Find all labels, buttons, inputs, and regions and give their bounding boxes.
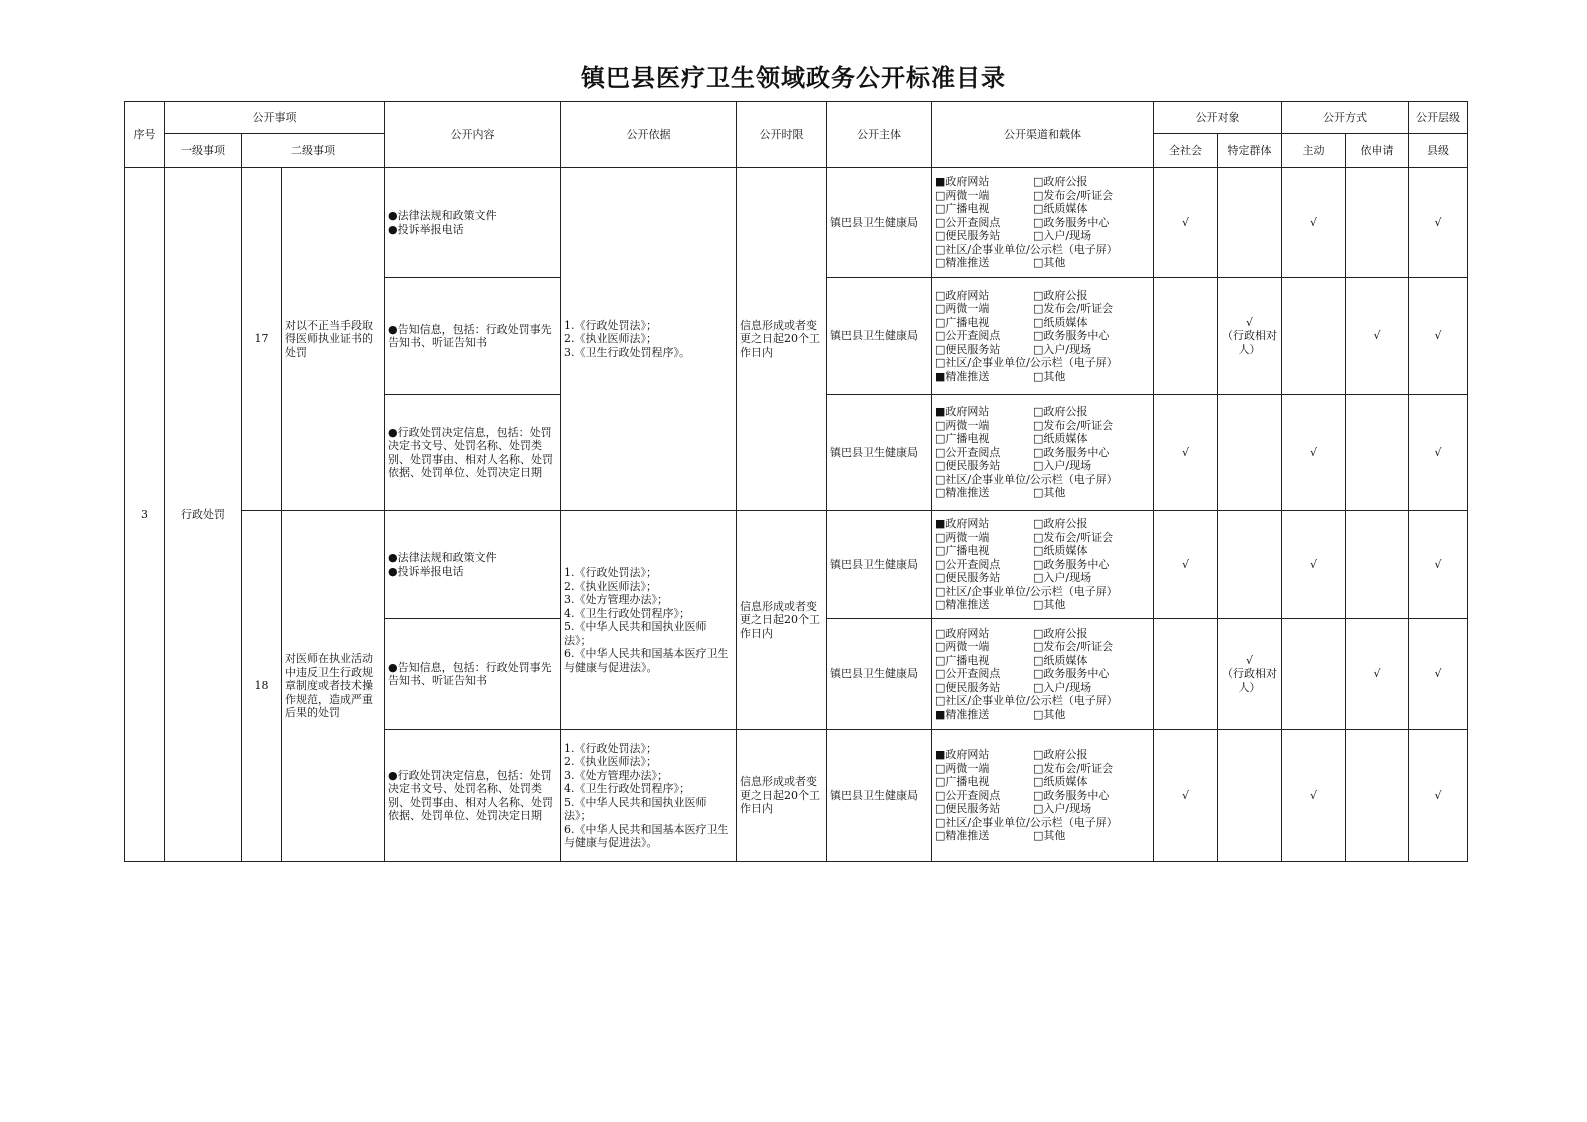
level1-cell: 行政处罚 [165,168,242,862]
channel-checkbox: □便民服务站 [935,459,1001,473]
channel-checkbox: □便民服务站 [935,571,1001,585]
specific-check: √ （行政相对人） [1218,278,1282,395]
channel-checkbox: □两微一端 [935,761,990,775]
active-check: √ [1282,168,1346,278]
channel-checkbox: □政务服务中心 [1033,667,1110,681]
channel-list [935,289,1150,384]
society-check: √ [1154,395,1218,511]
channel-cell [932,395,1154,511]
content-line: ●投诉举报电话 [388,564,464,578]
society-check: √ [1154,168,1218,278]
county-check: √ [1409,168,1468,278]
channel-checkbox: □广播电视 [935,653,990,667]
society-check: √ [1154,730,1218,862]
subject-cell: 镇巴县卫生健康局 [827,395,932,511]
content-cell [385,730,561,862]
county-check: √ [1409,730,1468,862]
table-row [125,168,1468,278]
time-cell: 信息形成或者变更之日起20个工作日内 [737,511,827,730]
header-apply: 依申请 [1346,134,1409,168]
society-check: √ [1154,511,1218,619]
county-check: √ [1409,278,1468,395]
society-check [1154,278,1218,395]
header-basis: 公开依据 [561,102,737,168]
channel-checkbox: □两微一端 [935,188,990,202]
content-line: ●行政处罚决定信息，包括：处罚决定书文号、处罚名称、处罚类别、处罚事由、相对人名称、处罚依据、处罚单位、处罚决定日期 [388,768,553,822]
channel-checkbox: □发布会/听证会 [1033,640,1114,654]
specific-check [1218,168,1282,278]
channel-checkbox: □政府公报 [1033,748,1088,762]
channel-checkbox: □政府公报 [1033,175,1088,189]
channel-checkbox: ■政府网站 [935,405,990,419]
table-row [125,511,1468,619]
table-body [125,168,1468,862]
content-cell [385,511,561,619]
header-seq: 序号 [125,102,165,168]
channel-checkbox: □公开查阅点 [935,788,1001,802]
active-check: √ [1282,730,1346,862]
county-check: √ [1409,619,1468,730]
page-title: 镇巴县医疗卫生领域政务公开标准目录 [581,63,1006,92]
level2-item: 对以不正当手段取得医师执业证书的处罚 [282,168,385,511]
channel-checkbox: □便民服务站 [935,342,1001,356]
channel-checkbox: □政务服务中心 [1033,329,1110,343]
header-items: 公开事项 [165,102,385,134]
channel-list [935,175,1150,270]
channel-checkbox: □社区/企事业单位/公示栏（电子屏） [935,694,1118,708]
channel-checkbox: □发布会/听证会 [1033,530,1114,544]
content-line: ●法律法规和政策文件 [388,209,497,222]
channel-checkbox: □发布会/听证会 [1033,761,1114,775]
channel-checkbox: □发布会/听证会 [1033,302,1114,316]
header-content: 公开内容 [385,102,561,168]
header-tier: 公开层级 [1409,102,1468,134]
channel-checkbox: □政务服务中心 [1033,557,1110,571]
active-check [1282,278,1346,395]
subject-cell: 镇巴县卫生健康局 [827,511,932,619]
header-level2: 二级事项 [242,134,385,168]
specific-check [1218,395,1282,511]
disclosure-table [124,101,1468,862]
content-line: ●投诉举报电话 [388,222,464,236]
header-subject: 公开主体 [827,102,932,168]
channel-checkbox: □纸质媒体 [1033,202,1088,216]
content-line: ●告知信息，包括：行政处罚事先告知书、听证告知书 [388,322,552,349]
time-cell: 信息形成或者变更之日起20个工作日内 [737,168,827,511]
channel-checkbox: □政务服务中心 [1033,215,1110,229]
specific-check [1218,730,1282,862]
channel-checkbox: □纸质媒体 [1033,544,1088,558]
apply-check: √ [1346,278,1409,395]
specific-check: √ （行政相对人） [1218,619,1282,730]
channel-checkbox: □广播电视 [935,202,990,216]
channel-checkbox: □入户/现场 [1033,571,1092,585]
channel-checkbox: ■政府网站 [935,517,990,531]
channel-checkbox: □广播电视 [935,315,990,329]
channel-checkbox: □入户/现场 [1033,229,1092,243]
header-target: 公开对象 [1154,102,1282,134]
subject-cell: 镇巴县卫生健康局 [827,730,932,862]
channel-checkbox: □纸质媒体 [1033,432,1088,446]
active-check: √ [1282,511,1346,619]
active-check [1282,619,1346,730]
channel-checkbox: □公开查阅点 [935,557,1001,571]
channel-checkbox: □社区/企事业单位/公示栏（电子屏） [935,472,1118,486]
channel-checkbox: □其他 [1033,486,1066,500]
channel-checkbox: □公开查阅点 [935,215,1001,229]
channel-list [935,517,1150,612]
channel-checkbox: □政务服务中心 [1033,445,1110,459]
channel-checkbox: □广播电视 [935,775,990,789]
header-method: 公开方式 [1282,102,1409,134]
channel-checkbox: □政府公报 [1033,288,1088,302]
apply-check [1346,168,1409,278]
channel-checkbox: □两微一端 [935,640,990,654]
society-check [1154,619,1218,730]
channel-checkbox: □其他 [1033,369,1066,383]
channel-checkbox: □公开查阅点 [935,667,1001,681]
channel-checkbox: □入户/现场 [1033,802,1092,816]
channel-checkbox: □其他 [1033,598,1066,612]
header-level1: 一级事项 [165,134,242,168]
channel-checkbox: □其他 [1033,707,1066,721]
active-check: √ [1282,395,1346,511]
apply-check [1346,730,1409,862]
basis-cell: 1.《行政处罚法》； 2.《执业医师法》； 3.《卫生行政处罚程序》。 [561,168,737,511]
channel-checkbox: □其他 [1033,829,1066,843]
apply-check [1346,511,1409,619]
content-cell [385,278,561,395]
header-society: 全社会 [1154,134,1218,168]
channel-checkbox: □便民服务站 [935,680,1001,694]
channel-checkbox: □社区/企事业单位/公示栏（电子屏） [935,242,1118,256]
channel-checkbox: □两微一端 [935,418,990,432]
subject-cell: 镇巴县卫生健康局 [827,168,932,278]
channel-checkbox: □两微一端 [935,302,990,316]
content-cell [385,168,561,278]
header-channel: 公开渠道和载体 [932,102,1154,168]
header-time: 公开时限 [737,102,827,168]
level2-item: 对医师在执业活动中违反卫生行政规章制度或者技术操作规范，造成严重后果的处罚 [282,511,385,862]
channel-cell [932,730,1154,862]
channel-checkbox: □政务服务中心 [1033,788,1110,802]
channel-checkbox: ■精准推送 [935,707,990,721]
item-number: 17 [242,168,282,511]
header-specific: 特定群体 [1218,134,1282,168]
channel-checkbox: □发布会/听证会 [1033,188,1114,202]
channel-checkbox: □精准推送 [935,486,990,500]
channel-cell [932,278,1154,395]
channel-checkbox: □其他 [1033,256,1066,270]
channel-checkbox: □社区/企事业单位/公示栏（电子屏） [935,356,1118,370]
channel-cell [932,511,1154,619]
channel-checkbox: □便民服务站 [935,229,1001,243]
channel-checkbox: □精准推送 [935,256,990,270]
content-line: ●行政处罚决定信息，包括：处罚决定书文号、处罚名称、处罚类别、处罚事由、相对人名称、处罚依据、处罚单位、处罚决定日期 [388,425,553,479]
seq-cell: 3 [125,168,165,862]
channel-list [935,627,1150,722]
county-check: √ [1409,395,1468,511]
channel-checkbox: □政府公报 [1033,626,1088,640]
channel-checkbox: □政府公报 [1033,405,1088,419]
channel-list [935,405,1150,500]
channel-cell [932,168,1154,278]
channel-checkbox: □公开查阅点 [935,329,1001,343]
apply-check: √ [1346,619,1409,730]
content-line: ●法律法规和政策文件 [388,551,497,564]
basis-cell: 1.《行政处罚法》； 2.《执业医师法》； 3.《处方管理办法》； 4.《卫生行政处罚程序》； 5.《中华人民共和国执业医师法》； 6.《中华人民共和国基本医疗卫生与健康与促进法》。 [561,511,737,730]
channel-checkbox: □精准推送 [935,598,990,612]
channel-checkbox: ■政府网站 [935,175,990,189]
channel-checkbox: □两微一端 [935,530,990,544]
channel-checkbox: □政府网站 [935,288,990,302]
channel-checkbox: □入户/现场 [1033,342,1092,356]
time-cell: 信息形成或者变更之日起20个工作日内 [737,730,827,862]
header-active: 主动 [1282,134,1346,168]
content-cell [385,619,561,730]
basis-cell: 1.《行政处罚法》； 2.《执业医师法》； 3.《处方管理办法》； 4.《卫生行政处罚程序》； 5.《中华人民共和国执业医师法》； 6.《中华人民共和国基本医疗卫生与健康与促进法》。 [561,730,737,862]
channel-checkbox: □纸质媒体 [1033,653,1088,667]
content-cell [385,395,561,511]
subject-cell: 镇巴县卫生健康局 [827,619,932,730]
channel-checkbox: □便民服务站 [935,802,1001,816]
header-county: 县级 [1409,134,1468,168]
channel-checkbox: □纸质媒体 [1033,315,1088,329]
channel-checkbox: □纸质媒体 [1033,775,1088,789]
channel-checkbox: ■政府网站 [935,748,990,762]
channel-checkbox: □公开查阅点 [935,445,1001,459]
channel-checkbox: □入户/现场 [1033,680,1092,694]
subject-cell: 镇巴县卫生健康局 [827,278,932,395]
channel-checkbox: □社区/企事业单位/公示栏（电子屏） [935,815,1118,829]
channel-checkbox: □广播电视 [935,432,990,446]
channel-checkbox: □精准推送 [935,829,990,843]
content-line: ●告知信息，包括：行政处罚事先告知书、听证告知书 [388,660,552,687]
item-number: 18 [242,511,282,862]
apply-check [1346,395,1409,511]
channel-checkbox: □入户/现场 [1033,459,1092,473]
channel-checkbox: □政府网站 [935,626,990,640]
channel-checkbox: □社区/企事业单位/公示栏（电子屏） [935,584,1118,598]
channel-checkbox: □政府公报 [1033,517,1088,531]
channel-cell [932,619,1154,730]
county-check: √ [1409,511,1468,619]
channel-checkbox: □发布会/听证会 [1033,418,1114,432]
channel-list [935,748,1150,843]
channel-checkbox: ■精准推送 [935,369,990,383]
specific-check [1218,511,1282,619]
channel-checkbox: □广播电视 [935,544,990,558]
